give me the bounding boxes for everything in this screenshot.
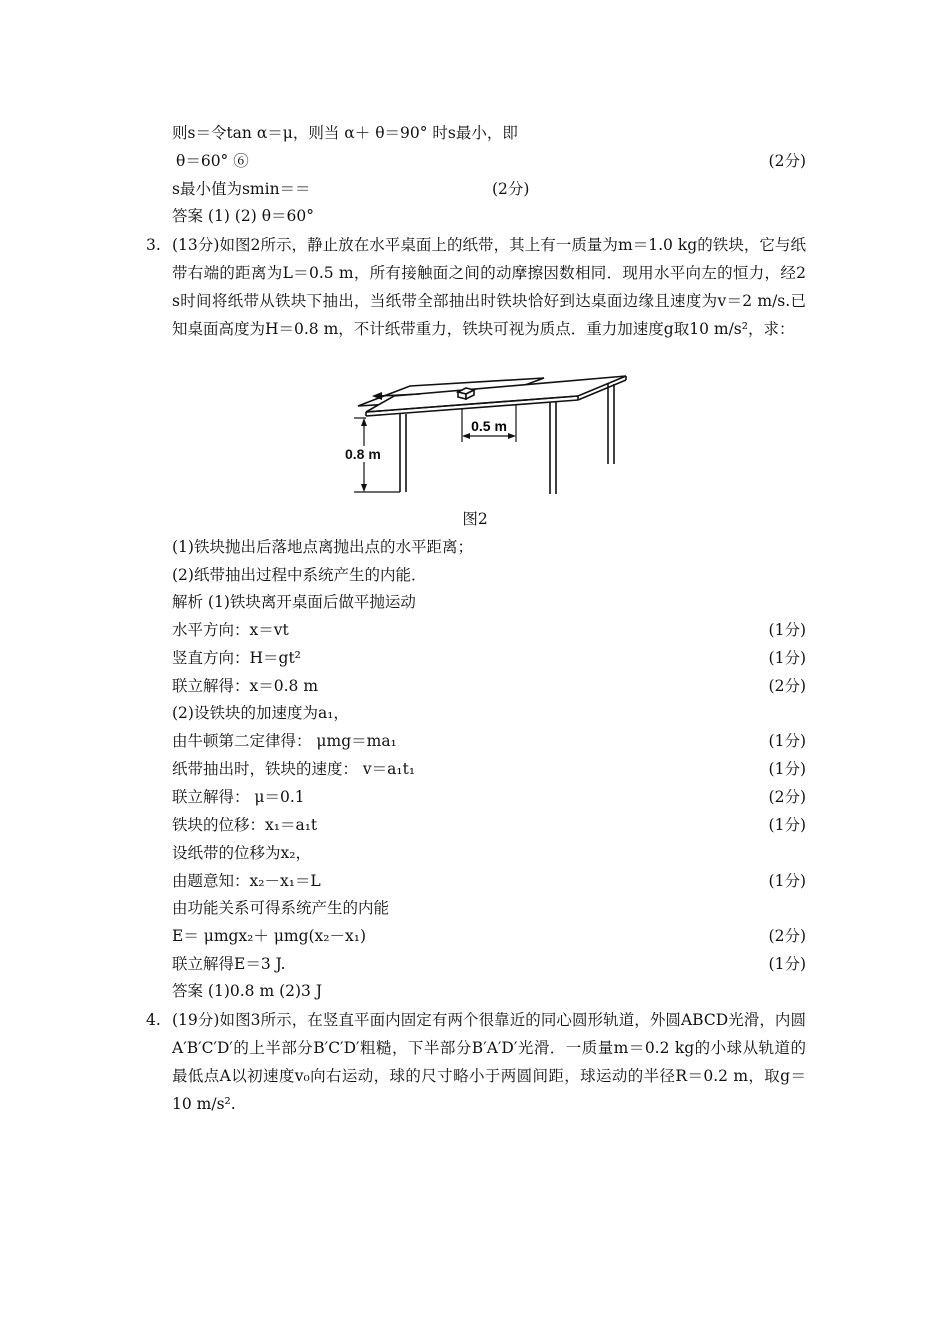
step-text: 纸带抽出时，铁块的速度： v＝a₁t₁ <box>172 760 416 778</box>
width-label: 0.5 m <box>471 418 507 434</box>
score-label: (2分) <box>768 927 806 945</box>
question-4-text: (19分)如图3所示，在竖直平面内固定有两个很靠近的同心圆形轨道，外圆ABCD光滑，内圆A′B′C′D′的上半部分B′C′D′粗糙，下半部分B′A′D′光滑．一质量m＝0.2 kg的小球从轨道的最低点A以初速度v₀向右运动，球的尺寸略小于两圆间距，球运动的半径R＝0.2 m，取g＝10 m/s². <box>172 1011 806 1113</box>
step-text: 由牛顿第二定律得： μmg＝ma₁ <box>172 732 397 750</box>
score-label: (1分) <box>768 955 806 973</box>
score-label: (1分) <box>768 760 806 778</box>
table-diagram <box>350 372 640 502</box>
solution-line-3: s最小值为smin＝＝ <box>172 180 311 198</box>
figure-caption: 图2 <box>462 510 488 528</box>
sub-question-2: (2)纸带抽出过程中系统产生的内能． <box>172 566 427 584</box>
step-text: E＝ μmgx₂＋ μmg(x₂－x₁) <box>172 927 367 945</box>
question-3-text: (13分)如图2所示，静止放在水平桌面上的纸带，其上有一质量为m＝1.0 kg的铁块，它与纸带右端的距离为L＝0.5 m，所有接触面之间的动摩擦因数相同．现用水平向左的恒力，经2 s时间将纸带从铁块下抽出，当纸带全部抽出时铁块恰好到达桌面边缘且速度为v＝2 m/s.已知桌面高度为H＝0.8 m，不计纸带重力，铁块可视为质点．重力加速度g取10 m/s²，求： <box>172 236 806 338</box>
question-number: 4. <box>146 1011 161 1029</box>
answer-line: 答案 (1)0.8 m (2)3 J <box>172 982 323 1000</box>
step-text: 联立解得： μ＝0.1 <box>172 788 305 806</box>
solution-line-2: θ＝60° ⑥ <box>176 152 249 170</box>
step-text: 联立解得E＝3 J. <box>172 955 286 973</box>
score-label: (1分) <box>768 732 806 750</box>
score-label: (2分) <box>768 152 806 170</box>
score-label: (2分) <box>492 180 530 198</box>
step-text: 解析 (1)铁块离开桌面后做平抛运动 <box>172 593 416 611</box>
score-label: (1分) <box>768 816 806 834</box>
score-label: (2分) <box>768 788 806 806</box>
step-text: 由题意知：x₂－x₁＝L <box>172 872 321 890</box>
step-text: (2)设铁块的加速度为a₁， <box>172 704 349 722</box>
step-text: 竖直方向：H＝gt² <box>172 649 301 667</box>
score-label: (1分) <box>768 649 806 667</box>
answer-line: 答案 (1) (2) θ＝60° <box>172 207 314 225</box>
score-label: (2分) <box>768 677 806 695</box>
score-label: (1分) <box>768 621 806 639</box>
question-number: 3. <box>146 236 161 254</box>
step-text: 铁块的位移：x₁＝a₁t <box>172 816 318 834</box>
step-text: 设纸带的位移为x₂， <box>172 844 311 862</box>
height-label: 0.8 m <box>345 446 381 462</box>
step-text: 水平方向：x＝vt <box>172 621 289 639</box>
score-label: (1分) <box>768 872 806 890</box>
step-text: 联立解得：x＝0.8 m <box>172 677 319 695</box>
solution-line-1: 则s＝令tan α＝μ，则当 α＋ θ＝90° 时s最小，即 <box>172 124 518 142</box>
table-figure <box>345 372 640 506</box>
step-text: 由功能关系可得系统产生的内能 <box>172 899 390 917</box>
sub-question-1: (1)铁块抛出后落地点离抛出点的水平距离； <box>172 538 473 556</box>
